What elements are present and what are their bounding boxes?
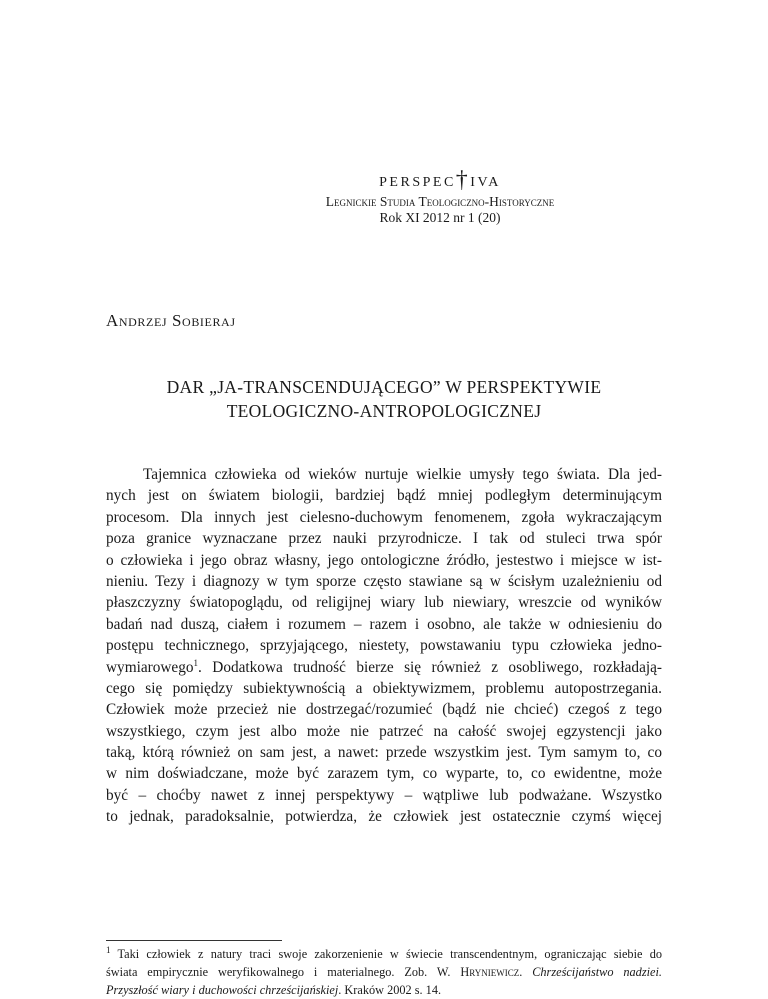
body-text xyxy=(106,464,662,828)
body-line: poza granice wyznaczane przez nauki przyrodnicze. I tak od stuleci trwa spór xyxy=(106,530,662,548)
body-line: w nim doświadczane, może być zarazem tym, co wyparte, to, co ewidentne, może xyxy=(106,765,662,783)
journal-logo-prefix: perspec xyxy=(379,169,456,191)
footnote-text: . Kraków 2002 s. 14. xyxy=(338,983,442,997)
body-text-span: . Dodatkowa trudność bierze się również z osobliwego, rozkładają- xyxy=(198,658,662,676)
body-line: taką, którą również on sam jest, a nawet: przede wszystkim jest. Tym samym to, co xyxy=(106,744,662,762)
article-title xyxy=(106,375,662,423)
body-line: nieniu. Tezy i diagnozy w tym sporze często stawiane są w ścisłym uzależnieniu od xyxy=(106,572,662,590)
footnote-cited-author: Hryniewicz xyxy=(460,965,520,979)
footnote-text: . xyxy=(519,965,533,979)
body-line: wszystkiego, czym jest albo może nie patrzeć na całość swojej egzystencji jako xyxy=(106,722,662,740)
author-name: Andrzej Sobieraj xyxy=(106,311,236,330)
footnote-ref[interactable]: 1 xyxy=(193,657,199,668)
body-line: Tajemnica człowieka od wieków nurtuje wielkie umysły tego świata. Dla jed- xyxy=(143,466,662,483)
footnote-text: Taki człowiek z natury traci swoje zakorzenienie w świecie transcendentnym, ograniczając siebie do xyxy=(117,947,662,961)
body-line: być – choćby nawet z innej perspektywy – wątpliwe lub podważane. Wszystko xyxy=(106,786,662,804)
article-title-line-1: DAR „JA-TRANSCENDUJĄCEGO” W PERSPEKTYWIE xyxy=(166,377,602,397)
footnote-number: 1 xyxy=(106,944,111,955)
journal-header xyxy=(300,165,580,226)
footnote-text: świata empirycznie weryfikowalnego i materialnego. Zob. W. xyxy=(106,965,461,979)
journal-logo-suffix: iva xyxy=(470,169,501,191)
journal-logo xyxy=(300,165,580,194)
journal-logo-cross: † xyxy=(455,167,471,193)
body-line: to jednak, paradoksalnie, potwierdza, że człowiek jest ostatecznie czymś więcej xyxy=(106,808,662,826)
body-line: o człowieka i jego obraz własny, jego ontologiczne źródło, jestestwo i miejsce w ist- xyxy=(106,551,662,569)
footnote-cited-title: Chrześcijaństwo nadziei. xyxy=(532,965,662,979)
footnote-divider xyxy=(106,940,282,941)
body-line: cego się pomiędzy subiektywnością a obiektywizmem, problemu autopostrzegania. xyxy=(106,679,662,697)
footnotes xyxy=(106,945,662,999)
body-text-span: wymiarowego xyxy=(106,658,194,676)
body-line xyxy=(106,657,662,678)
body-line: postępu technicznego, sprzyjającego, niestety, powstawaniu typu człowieka jedno- xyxy=(106,637,662,655)
body-line: płaszczyzny światopoglądu, od religijnej wiary lub niewiary, wreszcie od wyników xyxy=(106,594,662,612)
body-line: Człowiek może przecież nie dostrzegać/rozumieć (bądź nie chcieć) czegoś z tego xyxy=(106,701,662,719)
footnote-line xyxy=(106,945,662,963)
journal-issue: Rok XI 2012 nr 1 (20) xyxy=(379,209,501,225)
body-line: procesom. Dla innych jest cielesno-duchowym fenomenem, zgoła wykraczającym xyxy=(106,508,662,526)
body-line: badań nad duszą, ciałem i rozumem – razem i osobno, ale także w odniesieniu do xyxy=(106,615,662,633)
footnote-cited-title: Przyszłość wiary i duchowości chrześcijańskiej xyxy=(106,983,339,997)
footnote-line xyxy=(106,963,662,981)
article-title-line-2: TEOLOGICZNO-ANTROPOLOGICZNEJ xyxy=(226,401,542,421)
body-line: nych jest on światem biologii, bardziej bądź mniej podległym determinującym xyxy=(106,487,662,505)
footnote-line xyxy=(106,981,662,999)
journal-subtitle: Legnickie Studia Teologiczno-Historyczne xyxy=(325,193,555,209)
